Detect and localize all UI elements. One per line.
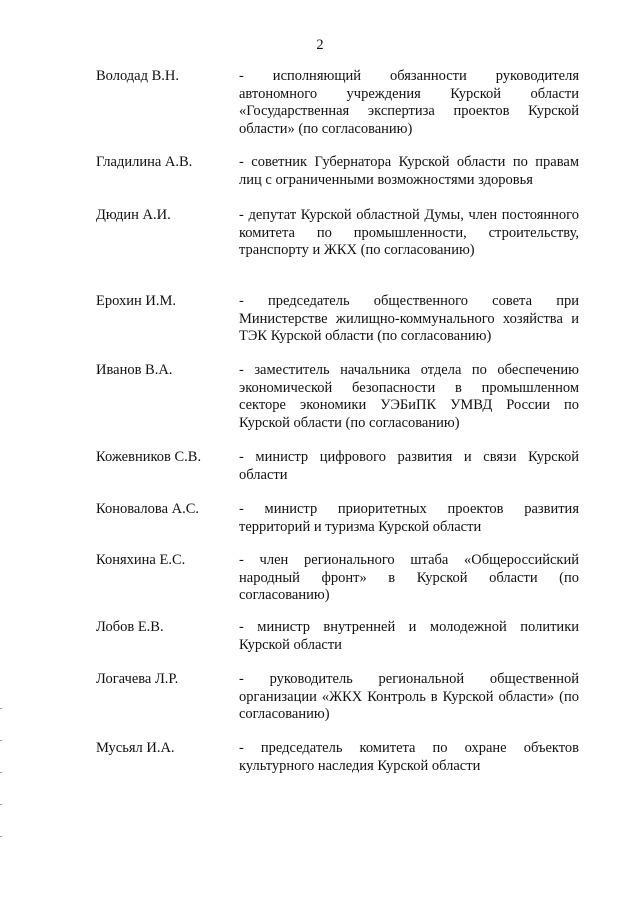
member-name: Гладилина А.В. <box>96 154 193 170</box>
list-entry <box>0 671 640 751</box>
member-role: - министр цифрового развития и связи Курской области <box>239 449 579 483</box>
list-entry <box>0 293 640 373</box>
member-name: Коновалова А.С. <box>96 501 200 517</box>
list-entry <box>0 207 640 287</box>
scan-margin-marks <box>0 700 3 860</box>
member-name: Коняхина Е.С. <box>96 552 186 568</box>
list-entry <box>0 68 640 148</box>
member-name: Кожевников С.В. <box>96 449 202 465</box>
member-name: Иванов В.А. <box>96 362 173 378</box>
member-role: - депутат Курской областной Думы, член постоянного комитета по промышленности, строительству, транспорту и ЖКХ (по согласованию) <box>239 207 579 258</box>
member-role: - руководитель региональной общественной организации «ЖКХ Контроль в Курской области» (по согласованию) <box>239 671 579 722</box>
member-name: Дюдин А.И. <box>96 207 171 223</box>
member-role: - советник Губернатора Курской области по правам лиц с ограниченными возможностями здоровья <box>239 154 579 188</box>
member-name: Логачева Л.Р. <box>96 671 179 687</box>
member-role: - министр внутренней и молодежной политики Курской области <box>239 619 579 653</box>
list-entry <box>0 362 640 442</box>
list-entry <box>0 740 640 820</box>
member-role: - председатель комитета по охране объектов культурного наследия Курской области <box>239 740 579 774</box>
member-name: Ерохин И.М. <box>96 293 177 309</box>
member-role: - член регионального штаба «Общероссийский народный фронт» в Курской области (по согласованию) <box>239 552 579 603</box>
member-name: Лобов Е.В. <box>96 619 164 635</box>
member-name: Мусьял И.А. <box>96 740 175 756</box>
member-role: - исполняющий обязанности руководителя автономного учреждения Курской области «Государственная экспертиза проектов Курской области» (по согласованию) <box>239 68 579 137</box>
member-name: Володад В.Н. <box>96 68 180 84</box>
page-number: 2 <box>316 37 324 53</box>
member-role: - председатель общественного совета при Министерстве жилищно-коммунального хозяйства и ТЭК Курской области (по согласованию) <box>239 293 579 344</box>
member-role: - министр приоритетных проектов развития территорий и туризма Курской области <box>239 501 579 535</box>
member-role: - заместитель начальника отдела по обеспечению экономической безопасности в промышленном секторе экономики УЭБиПК УМВД России по Курской области (по согласованию) <box>239 362 579 431</box>
